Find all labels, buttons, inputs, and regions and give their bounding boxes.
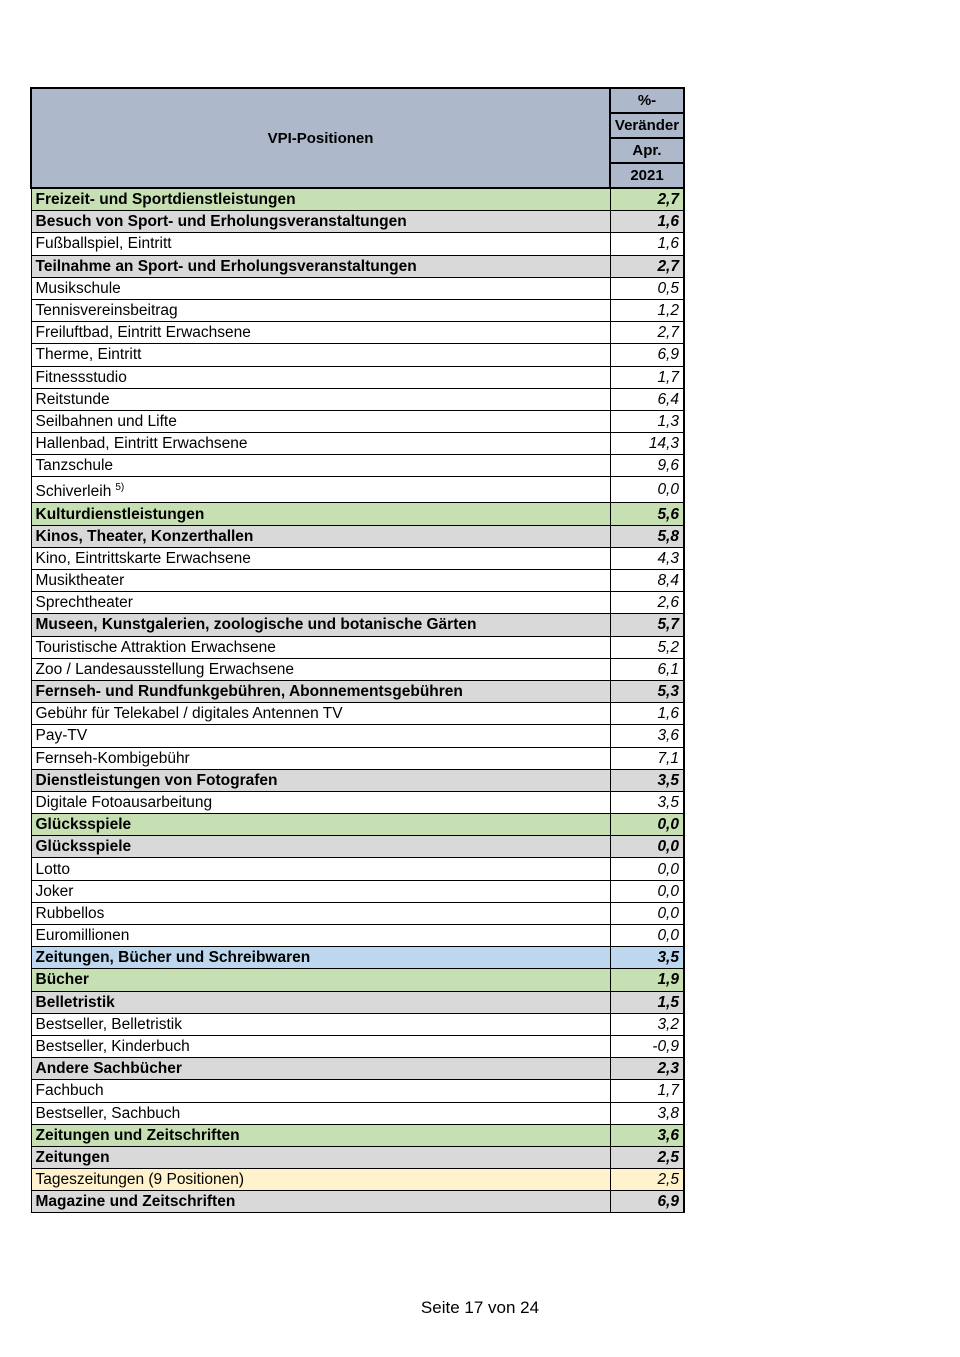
row-position-label: Kulturdienstleistungen xyxy=(35,505,205,523)
table-row xyxy=(31,1013,684,1035)
row-change-value: 0,0 xyxy=(610,477,684,503)
table-row xyxy=(31,188,684,211)
row-change-value: 7,1 xyxy=(610,747,684,769)
row-position-name xyxy=(31,477,610,503)
row-change-value: 0,0 xyxy=(610,880,684,902)
row-position-label: Fitnessstudio xyxy=(35,368,127,386)
row-position-name xyxy=(31,592,610,614)
row-position-label: Teilnahme an Sport- und Erholungsveranstaltungen xyxy=(35,257,417,275)
row-position-label: Rubbellos xyxy=(35,904,105,922)
row-change-value: 0,0 xyxy=(610,925,684,947)
row-change-value: 5,7 xyxy=(610,614,684,636)
row-change-value: 9,6 xyxy=(610,455,684,477)
table-row xyxy=(31,614,684,636)
table-row xyxy=(31,747,684,769)
table-row xyxy=(31,880,684,902)
row-position-name xyxy=(31,1080,610,1102)
row-position-label: Touristische Attraktion Erwachsene xyxy=(35,638,276,656)
row-position-label: Bestseller, Kinderbuch xyxy=(35,1038,190,1056)
row-position-name xyxy=(31,1146,610,1168)
row-position-label: Gebühr für Telekabel / digitales Antennen TV xyxy=(35,705,343,723)
row-change-value: 0,0 xyxy=(610,836,684,858)
row-change-value: 1,5 xyxy=(610,991,684,1013)
row-change-value: 2,7 xyxy=(610,188,684,211)
row-change-value: 5,6 xyxy=(610,503,684,525)
row-change-value: 1,7 xyxy=(610,1080,684,1102)
row-position-label: Dienstleistungen von Fotografen xyxy=(35,771,278,789)
row-position-name xyxy=(31,747,610,769)
row-change-value: 1,9 xyxy=(610,969,684,991)
row-change-value: 1,6 xyxy=(610,233,684,255)
row-change-value: 4,3 xyxy=(610,547,684,569)
row-position-name xyxy=(31,1191,610,1213)
row-position-label: Bestseller, Sachbuch xyxy=(35,1104,181,1122)
row-position-name xyxy=(31,991,610,1013)
row-change-value: 8,4 xyxy=(610,570,684,592)
row-position-label: Andere Sachbücher xyxy=(35,1060,182,1078)
table-row xyxy=(31,525,684,547)
table-row xyxy=(31,1058,684,1080)
row-position-label: Lotto xyxy=(35,860,70,878)
row-position-name xyxy=(31,455,610,477)
table-row xyxy=(31,503,684,525)
row-position-label: Kinos, Theater, Konzerthallen xyxy=(35,527,254,545)
row-position-label: Tanzschule xyxy=(35,457,114,475)
row-change-value: 3,5 xyxy=(610,947,684,969)
row-position-name xyxy=(31,277,610,299)
row-position-label: Hallenbad, Eintritt Erwachsene xyxy=(35,435,248,453)
table-row xyxy=(31,836,684,858)
table-row xyxy=(31,570,684,592)
table-row xyxy=(31,1169,684,1191)
row-position-label: Fußballspiel, Eintritt xyxy=(35,235,172,253)
row-position-name xyxy=(31,570,610,592)
row-change-value: 3,2 xyxy=(610,1013,684,1035)
row-position-name xyxy=(31,1035,610,1057)
row-position-label: Tageszeitungen (9 Positionen) xyxy=(35,1171,245,1189)
page-number: Seite 17 von 24 xyxy=(420,1298,540,1317)
row-change-value: 1,7 xyxy=(610,366,684,388)
row-change-value: 1,3 xyxy=(610,410,684,432)
table-row xyxy=(31,299,684,321)
table-row xyxy=(31,769,684,791)
row-position-label: Joker xyxy=(35,882,74,900)
row-position-label: Freiluftbad, Eintritt Erwachsene xyxy=(35,324,251,342)
footnote-marker: 5) xyxy=(115,482,125,494)
row-change-value: 2,7 xyxy=(610,322,684,344)
table-row xyxy=(31,1124,684,1146)
row-position-label: Musikschule xyxy=(35,279,121,297)
row-position-name xyxy=(31,703,610,725)
row-change-value: 2,7 xyxy=(610,255,684,277)
row-change-value: 2,6 xyxy=(610,592,684,614)
row-change-value: 6,1 xyxy=(610,658,684,680)
table-row xyxy=(31,388,684,410)
row-position-name xyxy=(31,547,610,569)
vpi-table xyxy=(30,87,685,1213)
row-position-name xyxy=(31,1058,610,1080)
table-row xyxy=(31,636,684,658)
row-position-label: Digitale Fotoausarbeitung xyxy=(35,793,213,811)
table-row xyxy=(31,902,684,924)
row-position-name xyxy=(31,1102,610,1124)
row-position-name xyxy=(31,211,610,233)
header-change-line1: %- xyxy=(610,88,684,113)
row-position-label: Zeitungen xyxy=(35,1148,110,1166)
table-row xyxy=(31,322,684,344)
row-position-label: Bücher xyxy=(35,971,89,989)
row-change-value: 3,6 xyxy=(610,725,684,747)
row-change-value: 6,9 xyxy=(610,344,684,366)
row-position-name xyxy=(31,299,610,321)
row-position-name xyxy=(31,366,610,388)
row-position-name xyxy=(31,410,610,432)
row-change-value: 3,5 xyxy=(610,791,684,813)
row-position-label: Bestseller, Belletristik xyxy=(35,1015,182,1033)
row-change-value: 1,6 xyxy=(610,703,684,725)
row-change-value: 0,0 xyxy=(610,814,684,836)
table-row xyxy=(31,791,684,813)
row-position-label: Kino, Eintrittskarte Erwachsene xyxy=(35,549,251,567)
table-row xyxy=(31,477,684,503)
row-change-value: 0,0 xyxy=(610,858,684,880)
table-row xyxy=(31,410,684,432)
table-row xyxy=(31,858,684,880)
row-change-value: 14,3 xyxy=(610,433,684,455)
row-position-name xyxy=(31,344,610,366)
row-change-value: 6,4 xyxy=(610,388,684,410)
row-position-label: Euromillionen xyxy=(35,927,130,945)
row-position-label: Fachbuch xyxy=(35,1082,104,1100)
row-position-name xyxy=(31,525,610,547)
row-change-value: 3,5 xyxy=(610,769,684,791)
row-position-name xyxy=(31,814,610,836)
row-position-label: Belletristik xyxy=(35,993,115,1011)
row-change-value: 5,3 xyxy=(610,680,684,702)
row-position-label: Besuch von Sport- und Erholungsveranstaltungen xyxy=(35,213,407,231)
row-position-name xyxy=(31,388,610,410)
table-row xyxy=(31,947,684,969)
table-row xyxy=(31,991,684,1013)
row-change-value: 1,6 xyxy=(610,211,684,233)
table-row xyxy=(31,1191,684,1213)
header-month: Apr. xyxy=(610,138,684,163)
row-change-value: 6,9 xyxy=(610,1191,684,1213)
table-row xyxy=(31,1035,684,1057)
row-change-value: 5,8 xyxy=(610,525,684,547)
table-row xyxy=(31,277,684,299)
row-position-label: Schiverleih xyxy=(35,483,112,501)
row-position-name xyxy=(31,836,610,858)
row-position-name xyxy=(31,969,610,991)
table-row xyxy=(31,255,684,277)
row-position-label: Freizeit- und Sportdienstleistungen xyxy=(35,191,296,209)
table-row xyxy=(31,433,684,455)
table-row xyxy=(31,658,684,680)
row-change-value: 5,2 xyxy=(610,636,684,658)
row-position-label: Magazine und Zeitschriften xyxy=(35,1193,236,1211)
row-position-label: Therme, Eintritt xyxy=(35,346,142,364)
vpi-table-sheet xyxy=(30,87,685,1213)
row-change-value: 2,5 xyxy=(610,1146,684,1168)
row-position-label: Musiktheater xyxy=(35,572,125,590)
table-row xyxy=(31,455,684,477)
table-row xyxy=(31,703,684,725)
row-position-label: Fernseh- und Rundfunkgebühren, Abonnementsgebühren xyxy=(35,683,463,701)
row-position-name xyxy=(31,1169,610,1191)
row-change-value: -0,9 xyxy=(610,1035,684,1057)
table-row xyxy=(31,547,684,569)
row-position-label: Zoo / Landesausstellung Erwachsene xyxy=(35,660,294,678)
row-position-name xyxy=(31,636,610,658)
row-change-value: 3,6 xyxy=(610,1124,684,1146)
row-position-label: Zeitungen und Zeitschriften xyxy=(35,1126,240,1144)
row-position-name xyxy=(31,233,610,255)
table-row xyxy=(31,344,684,366)
row-position-name xyxy=(31,658,610,680)
table-row xyxy=(31,814,684,836)
row-position-name xyxy=(31,725,610,747)
row-position-label: Seilbahnen und Lifte xyxy=(35,412,177,430)
row-position-name xyxy=(31,614,610,636)
table-row xyxy=(31,1102,684,1124)
row-position-name xyxy=(31,188,610,211)
row-position-name xyxy=(31,503,610,525)
header-change-line2: Veränder xyxy=(610,113,684,138)
row-position-name xyxy=(31,433,610,455)
header-positions: VPI-Positionen xyxy=(31,88,610,188)
table-row xyxy=(31,1080,684,1102)
row-position-name xyxy=(31,791,610,813)
table-row xyxy=(31,233,684,255)
table-row xyxy=(31,725,684,747)
header-year: 2021 xyxy=(610,163,684,188)
row-position-name xyxy=(31,858,610,880)
row-position-label: Reitstunde xyxy=(35,390,110,408)
row-position-name xyxy=(31,947,610,969)
row-position-label: Fernseh-Kombigebühr xyxy=(35,749,190,767)
row-change-value: 2,5 xyxy=(610,1169,684,1191)
row-change-value: 3,8 xyxy=(610,1102,684,1124)
row-position-label: Museen, Kunstgalerien, zoologische und botanische Gärten xyxy=(35,616,477,634)
row-position-name xyxy=(31,322,610,344)
row-position-name xyxy=(31,1124,610,1146)
table-row xyxy=(31,925,684,947)
row-position-label: Pay-TV xyxy=(35,727,88,745)
table-row xyxy=(31,211,684,233)
row-position-label: Glücksspiele xyxy=(35,838,132,856)
table-row xyxy=(31,592,684,614)
row-change-value: 1,2 xyxy=(610,299,684,321)
row-change-value: 0,5 xyxy=(610,277,684,299)
table-body xyxy=(31,188,684,1213)
row-change-value: 0,0 xyxy=(610,902,684,924)
row-position-label: Zeitungen, Bücher und Schreibwaren xyxy=(35,949,311,967)
row-change-value: 2,3 xyxy=(610,1058,684,1080)
table-row xyxy=(31,1146,684,1168)
row-position-label: Glücksspiele xyxy=(35,816,132,834)
row-position-name xyxy=(31,1013,610,1035)
table-row xyxy=(31,969,684,991)
row-position-name xyxy=(31,255,610,277)
table-row xyxy=(31,680,684,702)
row-position-label: Sprechtheater xyxy=(35,594,133,612)
row-position-name xyxy=(31,902,610,924)
row-position-name xyxy=(31,880,610,902)
row-position-name xyxy=(31,769,610,791)
row-position-name xyxy=(31,680,610,702)
table-row xyxy=(31,366,684,388)
row-position-name xyxy=(31,925,610,947)
row-position-label: Tennisvereinsbeitrag xyxy=(35,302,178,320)
